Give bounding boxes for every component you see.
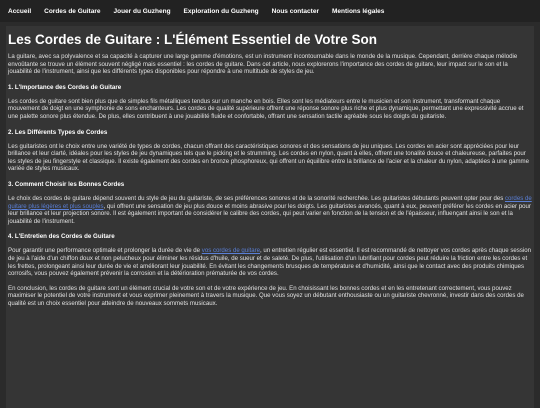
section-2-heading: 2. Les Différents Types de Cordes xyxy=(8,128,108,136)
page-title: Les Cordes de Guitare : L'Élément Essentiel de Votre Son xyxy=(8,32,378,47)
nav-link-nous-contacter[interactable]: Nous contacter xyxy=(271,7,319,15)
section-4-paragraph xyxy=(8,247,532,277)
link-vos-cordes[interactable]: vos cordes de guitare xyxy=(201,247,261,255)
nav-link-exploration-du-guzheng[interactable]: Exploration du Guzheng xyxy=(183,7,259,15)
nav-link-accueil[interactable]: Accueil xyxy=(8,7,32,15)
article-container xyxy=(6,26,534,408)
nav-link-mentions-legales[interactable]: Mentions légales xyxy=(331,7,385,15)
section-1-heading: 1. L'Importance des Cordes de Guitare xyxy=(8,83,122,91)
section-3-paragraph xyxy=(8,195,532,225)
link-cordes-legeres[interactable]: cordes de guitare plus légères et plus souples xyxy=(8,194,532,210)
section-1-paragraph: Les cordes de guitare sont bien plus que de simples fils métalliques tendus sur un manche en bois. Elles sont les médiateurs entre le musicien et son instrument, transformant chaque mouvement de doigt en une symphonie de sons enchanteurs. Les cordes de qualité supérieure offrent une réponse sonore plus riche et plus dynamique, permettant une expressivité accrue et une palette sonore plus étendue. De plus, elles contribuent à une jouabilité fluide et confortable, offrant une sensation tactile agréable sous les doigts du guitariste. xyxy=(8,97,524,120)
nav-link-jouer-du-guzheng[interactable]: Jouer du Guzheng xyxy=(113,7,171,15)
section-3-text-a: Le choix des cordes de guitare dépend souvent du style de jeu du guitariste, de ses préférences sonores et de la sonorité recherchée. Les guitaristes débutants peuvent opter pour des xyxy=(8,194,504,202)
nav-link-cordes-de-guitare[interactable]: Cordes de Guitare xyxy=(44,7,101,15)
section-3-text-b: , qui offrent une sensation de jeu plus douce et moins abrasive pour les doigts. Les guitaristes avancés, quant à eux, peuvent préférer les cordes en acier pour leur brillance et leur projection sonore. Il est également important de considérer le calibre des cordes, qui peut varier en fonction de la tension et de l'épaisseur, influençant ainsi le son et la jouabilité de l'instrument. xyxy=(8,202,531,225)
section-3-heading: 3. Comment Choisir les Bonnes Cordes xyxy=(8,180,125,188)
section-4-text-b: , un entretien régulier est essentiel. Il est recommandé de nettoyer vos cordes après chaque session de jeu à l'aide d'un chiffon doux et non pelucheux pour éliminer les résidus d'huile, de sueur et de saleté. De plus, l'utilisation d'un lubrifiant pour cordes peut réduire la friction entre les cordes et les frettes, prolongeant ainsi leur durée de vie et améliorant leur jouabilité. En évitant les changements brusques de température et d'humidité, ainsi que le contact avec des produits chimiques corrosifs, vous pouvez également prévenir la corrosion et la détérioration prématurée de vos cordes. xyxy=(8,247,532,278)
section-4-text-a: Pour garantir une performance optimale et prolonger la durée de vie de xyxy=(8,247,201,255)
section-4-heading: 4. L'Entretien des Cordes de Guitare xyxy=(8,233,115,241)
intro-paragraph: La guitare, avec sa polyvalence et sa capacité à capturer une large gamme d'émotions, est un instrument incontournable dans le monde de la musique. Cependant, derrière chaque mélodie envoûtante se trouve un élément souvent négligé mais essentiel : les cordes de guitare. Dans cet article, nous explorerons l'importance des cordes de guitare, leur impact sur le son et la jouabilité de l'instrument, ainsi que les différents types disponibles pour répondre à une multitude de styles de jeu. xyxy=(8,53,518,76)
top-nav xyxy=(0,0,540,22)
section-2-paragraph: Les guitaristes ont le choix entre une variété de types de cordes, chacun offrant des caractéristiques sonores et des sensations de jeu uniques. Les cordes en acier sont appréciées pour leur brillance et leur clarté, idéales pour les styles de jeu dynamiques tels que le picking et le strumming. Les cordes en nylon, quant à elles, offrent une tonalité douce et chaleureuse, parfaites pour les styles de jeu fingerstyle et classique. Il existe également des cordes en bronze phosphoreux, qui offrent un équilibre entre la brillance de l'acier et la chaleur du nylon, adaptées à une gamme variée de styles musicaux. xyxy=(8,142,530,173)
conclusion-paragraph: En conclusion, les cordes de guitare sont un élément crucial de votre son et de votre expérience de jeu. En choisissant les bonnes cordes et en les entretenant correctement, vous pouvez maximiser le potentiel de votre instrument et vous exprimer pleinement à travers la musique. Que vous soyez un débutant enthousiaste ou un guitariste chevronné, investir dans des cordes de qualité est un choix essentiel pour atteindre de nouveaux sommets musicaux. xyxy=(8,284,524,307)
